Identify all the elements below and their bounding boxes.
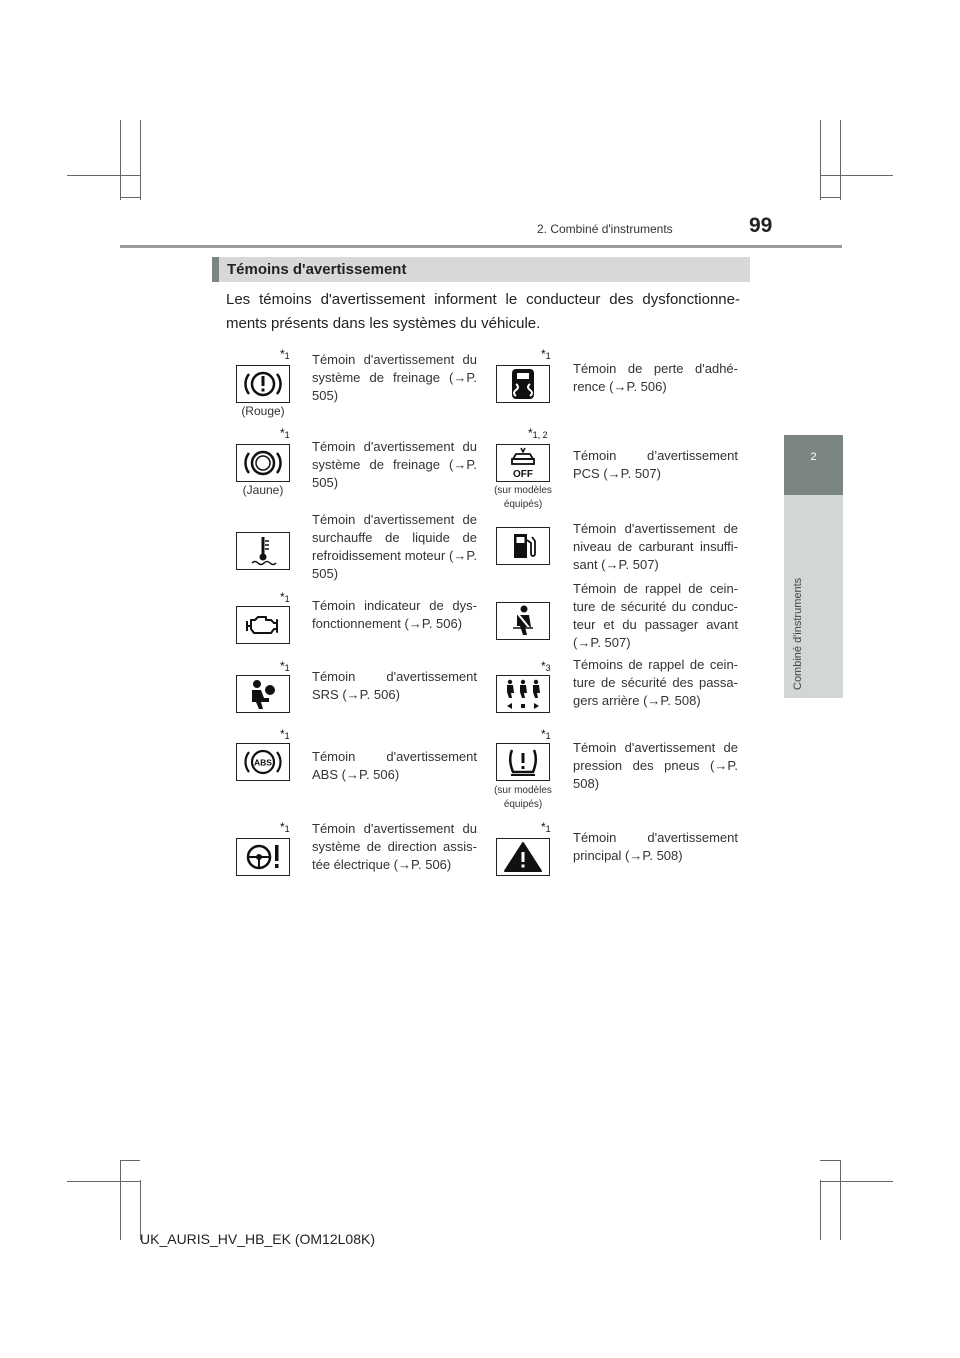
warning-light	[496, 527, 550, 565]
warning-description: Témoin de rappel de cein-ture de sécurité du conduc-teur et du passager avant (→P. 507)	[573, 581, 738, 650]
crop-mark	[840, 120, 841, 200]
warning-description: Témoin d'avertissement SRS (→P. 506)	[312, 669, 477, 702]
warning-description: Témoin d'avertissement de niveau de carburant insuffi-sant (→P. 507)	[573, 521, 738, 572]
warning-description: Témoins de rappel de cein-ture de sécurité des passa-gers arrière (→P. 508)	[573, 657, 738, 708]
section-heading	[212, 257, 750, 282]
warning-light	[496, 838, 550, 876]
warning-light	[496, 365, 550, 403]
crop-mark	[140, 120, 141, 200]
warning-description: Témoin d'avertissement du système de direction assis-tée électrique (→P. 506)	[312, 821, 477, 872]
warning-description: Témoin indicateur de dys-fonctionnement (→P. 506)	[312, 598, 477, 631]
footnote-marker: $*_1$	[280, 659, 290, 673]
crop-mark	[120, 1160, 121, 1240]
chapter-tab	[784, 435, 843, 495]
footnote-marker: $*_1$	[541, 347, 551, 361]
footnote-marker: $*_3$	[541, 659, 551, 673]
warning-description: Témoin d'avertissement de surchauffe de liquide de refroidissement moteur (→P. 505)	[312, 512, 477, 581]
crop-mark	[820, 1181, 893, 1182]
page-number: 99	[749, 214, 773, 237]
intro-paragraph: Les témoins d'avertissement informent le conducteur des dysfonctionne-ments présents dans les systèmes du véhicule.	[226, 291, 740, 332]
warning-light	[236, 606, 290, 644]
tire-pressure-icon	[497, 744, 549, 780]
header-rule	[120, 245, 842, 248]
warning-light	[236, 743, 290, 781]
footnote-marker: $*_1$	[541, 820, 551, 834]
svg-text:ABS: ABS	[254, 757, 272, 768]
section-heading-bar	[212, 257, 219, 282]
warning-description: Témoin d'avertissement du système de freinage (→P. 505)	[312, 352, 477, 403]
crop-mark	[67, 175, 140, 176]
chapter-tab-number: 2	[810, 451, 817, 463]
abs-warning-icon	[237, 744, 289, 780]
section-heading-title: Témoins d'avertissement	[227, 261, 407, 278]
crop-mark	[820, 1180, 821, 1240]
warning-description: Témoin d'avertissement du système de freinage (→P. 505)	[312, 439, 477, 490]
srs-airbag-icon	[237, 676, 289, 712]
warning-description: Témoin d'avertissement ABS (→P. 506)	[312, 749, 477, 782]
svg-text:OFF: OFF	[513, 469, 533, 480]
crop-mark	[67, 1181, 140, 1182]
footnote-marker: $*_{1, 2}$	[528, 426, 548, 440]
warning-description: Témoin de perte d'adhé-rence (→P. 506)	[573, 361, 738, 394]
footnote-marker: $*_1$	[280, 347, 290, 361]
crop-mark	[120, 1160, 140, 1161]
icon-caption: (sur modèles équipés)	[494, 485, 552, 510]
seatbelt-reminder-icon	[497, 603, 549, 639]
crop-mark	[840, 1160, 841, 1240]
pcs-off-icon	[497, 445, 549, 481]
footnote-marker: $*_1$	[280, 590, 290, 604]
document-code: UK_AURIS_HV_HB_EK (OM12L08K)	[140, 1231, 375, 1247]
warning-light	[496, 675, 550, 713]
warning-light	[236, 444, 290, 482]
warning-description: Témoin d’avertissement PCS (→P. 507)	[573, 448, 738, 481]
rear-seatbelt-reminder-icon	[497, 676, 549, 712]
crop-mark	[820, 197, 840, 198]
footnote-marker: $*_1$	[280, 820, 290, 834]
brake-warning-icon	[237, 366, 289, 402]
icon-caption: (sur modèles équipés)	[494, 785, 552, 810]
warning-light	[496, 444, 550, 482]
warning-description: Témoin d'avertissement principal (→P. 508)	[573, 830, 738, 863]
coolant-temperature-icon	[237, 533, 289, 569]
footnote-marker: $*_1$	[280, 727, 290, 741]
warning-light	[236, 838, 290, 876]
warning-light	[496, 743, 550, 781]
footnote-marker: $*_1$	[541, 727, 551, 741]
crop-mark	[820, 175, 893, 176]
crop-mark	[820, 1160, 840, 1161]
icon-caption: (Jaune)	[242, 483, 284, 497]
chapter-tab-label: Combiné d'instruments	[792, 577, 804, 690]
crop-mark	[120, 120, 121, 200]
check-engine-icon	[237, 607, 289, 643]
crop-mark	[120, 197, 140, 198]
fuel-pump-icon	[497, 528, 549, 564]
warning-light	[496, 602, 550, 640]
footnote-marker: $*_1$	[280, 426, 290, 440]
chapter-title: 2. Combiné d'instruments	[537, 222, 673, 236]
power-steering-warning-icon	[237, 839, 289, 875]
crop-mark	[820, 120, 821, 200]
brake-warning-yellow-icon	[237, 445, 289, 481]
warning-description: Témoin d'avertissement de pression des pneus (→P. 508)	[573, 740, 738, 791]
icon-caption: (Rouge)	[241, 404, 285, 418]
warning-light	[236, 675, 290, 713]
master-warning-icon	[497, 839, 549, 875]
warning-light	[236, 532, 290, 570]
warning-light	[236, 365, 290, 403]
slip-indicator-icon	[497, 366, 549, 402]
